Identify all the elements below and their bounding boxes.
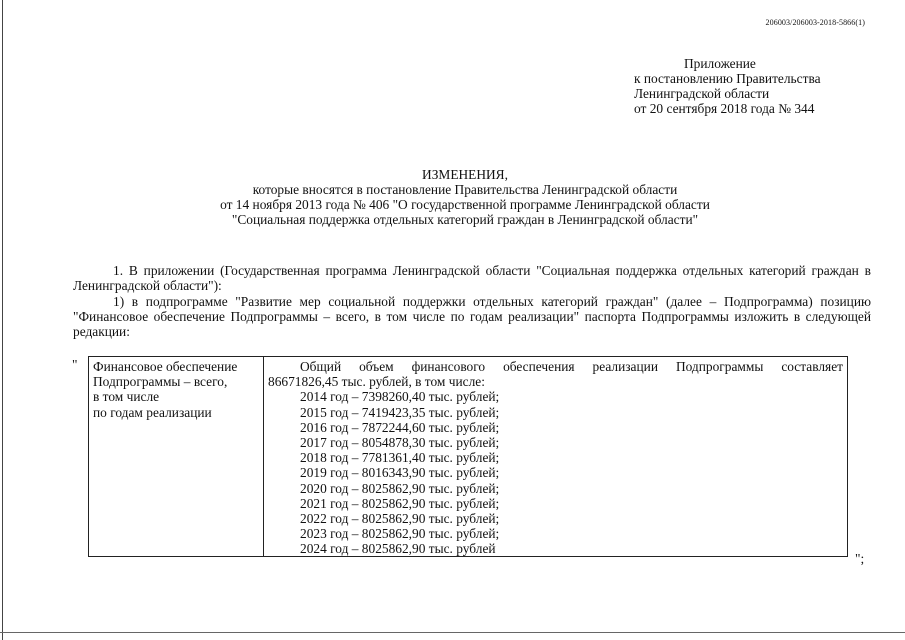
approval-block [634,56,884,116]
heading-title: ИЗМЕНЕНИЯ, [422,167,508,182]
label-cell [89,357,264,557]
quote-open: " [72,357,78,372]
approval-line: от 20 сентября 2018 года № 344 [634,101,815,116]
approval-line: Приложение [684,56,756,71]
total-line: 86671826,45 тыс. рублей, в том числе: [268,374,485,390]
year-item: 2024 год – 8025862,90 тыс. рублей [300,541,496,557]
year-item: 2017 год – 8054878,30 тыс. рублей; [300,434,500,450]
year-item: 2019 год – 8016343,90 тыс. рублей; [300,465,500,481]
year-item: 2023 год – 8025862,90 тыс. рублей; [300,526,500,542]
page-bottom-edge [0,632,905,633]
years-list [268,389,843,556]
heading-line: от 14 ноября 2013 года № 406 "О государственной программе Ленинградской области [220,197,710,212]
label-line: Финансовое обеспечение [93,359,238,374]
value-cell [264,357,848,557]
heading-line: которые вносятся в постановление Правительства Ленинградской области [252,182,678,197]
total-line: Общий объем финансового обеспечения реализации Подпрограммы составляет [300,359,843,374]
year-item: 2022 год – 8025862,90 тыс. рублей; [300,510,500,526]
table-row [89,357,848,557]
approval-line: Ленинградской области [634,86,770,101]
approval-line: к постановлению Правительства [634,71,821,86]
document-number: 206003/206003-2018-5866(1) [765,18,865,27]
finance-table [88,356,848,557]
page-left-edge [2,0,3,640]
document-heading [140,167,790,227]
quote-close: "; [855,551,865,566]
label-line: по годам реализации [93,404,212,420]
year-item: 2015 год – 7419423,35 тыс. рублей; [300,404,500,420]
year-item: 2021 год – 8025862,90 тыс. рублей; [300,495,500,511]
year-item: 2018 год – 7781361,40 тыс. рублей; [300,450,500,466]
label-line: Подпрограммы – всего, [93,374,228,390]
label-line: в том числе [93,389,160,405]
paragraph-1: 1. В приложении (Государственная программа Ленинградской области "Социальная поддержка отдельных категорий граждан в Ленинградской области"): [73,263,871,293]
year-item: 2016 год – 7872244,60 тыс. рублей; [300,419,500,435]
year-item: 2014 год – 7398260,40 тыс. рублей; [300,389,500,405]
paragraph-2: 1) в подпрограмме "Развитие мер социальной поддержки отдельных категорий граждан" (далее – Подпрограмма) позицию "Финансовое обеспечение Подпрограммы – всего, в том числе по годам реализации" паспорта Подпрограммы изложить в следующей редакции: [73,294,871,339]
year-item: 2020 год – 8025862,90 тыс. рублей; [300,480,500,496]
heading-line: "Социальная поддержка отдельных категорий граждан в Ленинградской области" [231,212,699,227]
